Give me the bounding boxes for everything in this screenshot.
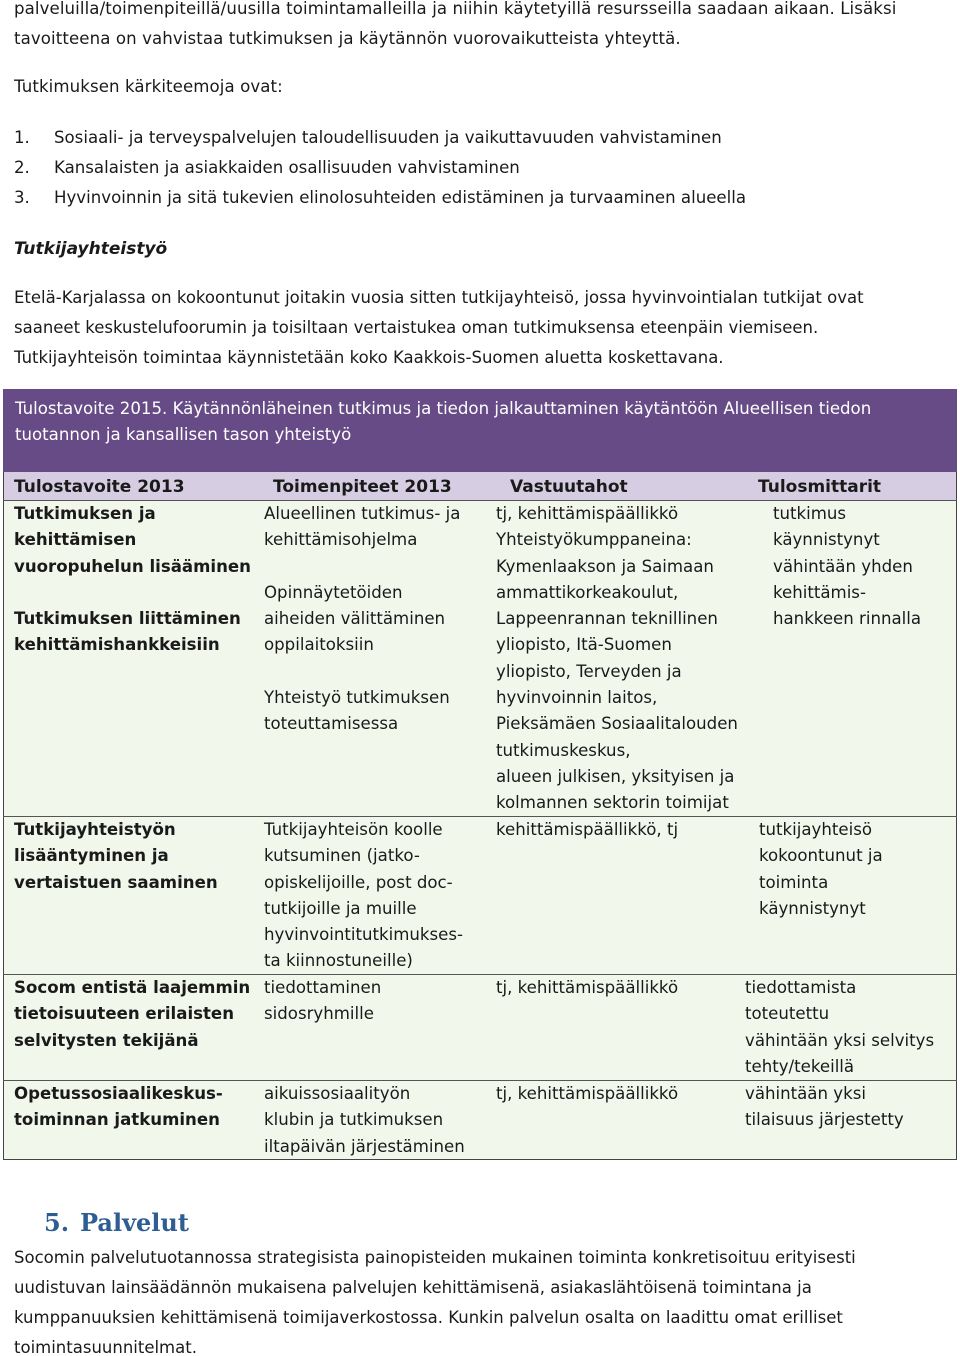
cell-line: Socom entistä laajemmin <box>14 978 251 997</box>
cell-actions <box>264 975 381 1028</box>
list-text: Sosiaali- ja terveyspalvelujen taloudellisuuden ja vaikuttavuuden vahvistaminen <box>54 128 722 147</box>
cell-line: kehittämisen <box>14 530 137 550</box>
list-item <box>14 185 746 211</box>
cell-responsibility <box>496 817 678 843</box>
banner-line: tuotannon ja kansallisen tason yhteistyö <box>15 425 352 444</box>
paragraph-line: saaneet keskustelufoorumin ja toisiltaan vertaistukea oman tutkimuksensa eteenpäin viemiseen. <box>14 318 819 337</box>
cell-line: tj, kehittämispäällikkö <box>496 504 679 523</box>
cell-line: kehittämishankkeisiin <box>14 635 220 655</box>
cell-line: yliopisto, Terveyden ja <box>496 661 682 681</box>
cell-line: Kymenlaakson ja Saimaan <box>496 556 714 576</box>
cell-line: oppilaitoksiin <box>264 635 374 655</box>
cell-line: hankkeen rinnalla <box>773 609 922 629</box>
cell-line <box>264 659 460 685</box>
cell-line: vuoropuhelun lisääminen <box>14 556 251 576</box>
cell-line: vähintään yksi selvitys <box>745 1030 935 1050</box>
cell-line: tj, kehittämispäällikkö <box>496 1084 679 1103</box>
cell-line: iltapäivän järjestäminen <box>264 1136 465 1156</box>
cell-line: Lappeenrannan teknillinen <box>496 609 718 629</box>
cell-line: Tutkijayhteistyön <box>14 820 176 839</box>
cell-metrics <box>759 817 883 922</box>
cell-line: kolmannen sektorin toimijat <box>496 793 729 813</box>
cell-line: aiheiden välittäminen <box>264 609 446 629</box>
cell-metrics <box>745 975 934 1080</box>
section-paragraph-line: Socomin palvelutuotannossa strategisista painopisteiden mukainen toiminta konkretisoituu erityisesti <box>14 1248 856 1267</box>
cell-line: toiminta <box>759 872 829 892</box>
cell-line: kehittämis- <box>773 582 866 602</box>
list-intro: Tutkimuksen kärkiteemoja ovat: <box>14 77 283 96</box>
cell-line: klubin ja tutkimuksen <box>264 1110 444 1130</box>
goal-banner <box>3 389 957 472</box>
column-header-goal: Tulostavoite 2013 <box>14 477 185 497</box>
cell-responsibility <box>496 1081 678 1107</box>
banner-line: Tulostavoite 2015. Käytännönläheinen tutkimus ja tiedon jalkauttaminen käytäntöön Alueellisen tiedon <box>15 399 872 418</box>
section-paragraph-line: toimintasuunnitelmat. <box>14 1338 197 1356</box>
section-title-text: Palvelut <box>80 1208 189 1237</box>
cell-line: Opinnäytetöiden <box>264 582 403 602</box>
column-header-actions: Toimenpiteet 2013 <box>273 477 452 497</box>
section-paragraph-line: uudistuvan lainsäädännön mukaisena palvelujen kehittämisenä, asiakaslähtöisenä toimintana ja <box>14 1278 812 1297</box>
cell-line: Pieksämäen Sosiaalitalouden <box>496 714 738 734</box>
cell-line: tutkijayhteisö <box>759 820 872 839</box>
cell-line: tutkimus <box>773 504 847 523</box>
cell-line: aikuissosiaalityön <box>264 1084 411 1103</box>
cell-line: tutkijoille ja muille <box>264 898 417 918</box>
list-item <box>14 155 520 181</box>
list-number: 2. <box>14 158 30 177</box>
cell-line: Yhteistyökumppaneina: <box>496 530 692 550</box>
cell-line: hyvinvointitutkimukses- <box>264 925 464 945</box>
cell-line: lisääntyminen ja <box>14 846 169 866</box>
cell-line: kehittämisohjelma <box>264 530 418 550</box>
cell-line: toteutettu <box>745 1004 830 1024</box>
cell-line: Opetussosiaalikeskus- <box>14 1084 223 1103</box>
list-number: 1. <box>14 128 30 147</box>
intro-line: tavoitteena on vahvistaa tutkimuksen ja käytännön vuorovaikutteista yhteyttä. <box>14 29 681 48</box>
cell-line: hyvinvoinnin laitos, <box>496 688 658 708</box>
cell-line: Tutkimuksen ja <box>14 504 156 523</box>
cell-line: käynnistynyt <box>773 530 880 550</box>
subheading: Tutkijayhteistyö <box>14 239 168 259</box>
cell-goal <box>14 817 218 896</box>
list-text: Hyvinvoinnin ja sitä tukevien elinolosuhteiden edistäminen ja turvaaminen alueella <box>54 188 747 207</box>
cell-line: selvitysten tekijänä <box>14 1030 199 1050</box>
cell-line: toteuttamisessa <box>264 714 399 734</box>
cell-responsibility <box>496 975 678 1001</box>
cell-line: käynnistynyt <box>759 898 866 918</box>
cell-line: kokoontunut ja <box>759 846 883 866</box>
cell-line: vähintään yksi <box>745 1084 866 1103</box>
cell-goal <box>14 501 251 659</box>
cell-goal <box>14 975 250 1054</box>
cell-line: tehty/tekeillä <box>745 1056 855 1076</box>
section-paragraph-line: kumppanuuksien kehittämisenä toimijaverkostossa. Kunkin palvelun osalta on laadittu omat erilliset <box>14 1308 843 1327</box>
cell-line: tiedottamista <box>745 978 857 997</box>
cell-responsibility <box>496 501 738 817</box>
cell-line <box>14 580 251 606</box>
cell-line: opiskelijoille, post doc- <box>264 872 453 892</box>
cell-line: kehittämispäällikkö, tj <box>496 820 679 839</box>
cell-line: toiminnan jatkuminen <box>14 1110 220 1130</box>
cell-line: Tutkimuksen liittäminen <box>14 609 241 629</box>
cell-metrics <box>745 1081 904 1134</box>
cell-metrics <box>773 501 921 632</box>
cell-line <box>264 554 460 580</box>
cell-line: sidosryhmille <box>264 1004 374 1024</box>
cell-line: ammattikorkeakoulut, <box>496 582 679 602</box>
section-number: 5. <box>44 1208 70 1237</box>
cell-line: alueen julkisen, yksityisen ja <box>496 766 735 786</box>
cell-line: Alueellinen tutkimus- ja <box>264 504 461 523</box>
cell-line: vähintään yhden <box>773 556 913 576</box>
cell-actions <box>264 817 463 975</box>
cell-line: ta kiinnostuneille) <box>264 951 413 971</box>
list-item <box>14 125 722 151</box>
cell-actions <box>264 1081 465 1160</box>
intro-line: palveluilla/toimenpiteillä/uusilla toimintamalleilla ja niihin käytetyillä resursseilla saadaan aikaan. Lisäksi <box>14 0 897 18</box>
cell-line: yliopisto, Itä-Suomen <box>496 635 672 655</box>
paragraph-line: Tutkijayhteisön toimintaa käynnistetään koko Kaakkois-Suomen aluetta koskettavana. <box>14 348 724 367</box>
cell-line: Tutkijayhteisön koolle <box>264 820 443 839</box>
cell-line: tutkimuskeskus, <box>496 740 631 760</box>
cell-line: vertaistuen saaminen <box>14 872 218 892</box>
column-header-metrics: Tulosmittarit <box>758 477 882 497</box>
paragraph-line: Etelä-Karjalassa on kokoontunut joitakin vuosia sitten tutkijayhteisö, jossa hyvinvointialan tutkijat ovat <box>14 288 864 307</box>
cell-line: tietoisuuteen erilaisten <box>14 1004 235 1024</box>
cell-line: tj, kehittämispäällikkö <box>496 978 679 997</box>
cell-goal <box>14 1081 223 1134</box>
list-text: Kansalaisten ja asiakkaiden osallisuuden vahvistaminen <box>54 158 520 177</box>
cell-line: tilaisuus järjestetty <box>745 1110 904 1130</box>
cell-actions <box>264 501 460 738</box>
section-title <box>44 1207 189 1239</box>
column-header-responsibility: Vastuutahot <box>510 477 628 497</box>
cell-line: Yhteistyö tutkimuksen <box>264 688 450 708</box>
list-number: 3. <box>14 188 30 207</box>
cell-line: tiedottaminen <box>264 978 382 997</box>
cell-line: kutsuminen (jatko- <box>264 846 420 866</box>
